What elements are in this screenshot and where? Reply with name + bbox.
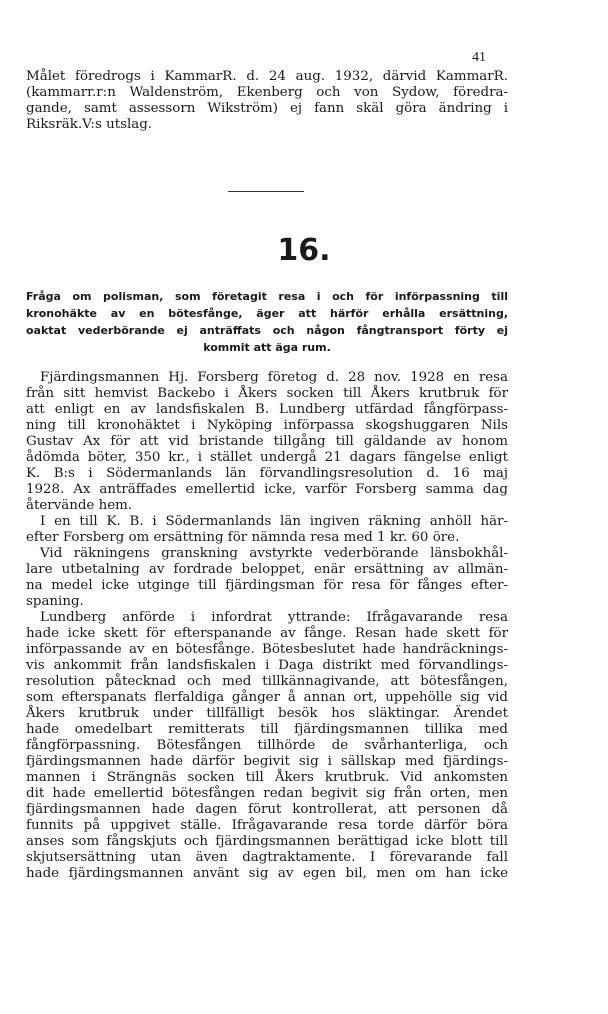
text-line: Åkers krutbruk under tillfälligt besök hos släktingar. Ärendet — [26, 706, 508, 721]
text-line: införpassande av en bötesfånge. Bötesbeslutet hade handräcknings- — [26, 642, 508, 657]
heading-line: kronohäkte av en bötesfånge, äger att härför erhålla ersättning, — [26, 307, 508, 320]
text-line: resolution påtecknad och med tillkännagivande, att bötesfången, — [26, 674, 508, 689]
text-line: (kammarr.r:n Waldenström, Ekenberg och von Sydow, föredra- — [26, 85, 508, 100]
text-line: 1928. Ax anträffades emellertid icke, varför Forsberg samma dag — [26, 482, 508, 497]
section-number: 16. — [277, 233, 331, 268]
heading-line: kommit att äga rum. — [203, 341, 331, 354]
text-line: Gustav Ax för att vid bristande tillgång till gäldande av honom — [26, 434, 508, 449]
text-line: att enligt en av landsfiskalen B. Lundberg utfärdad fångförpass- — [26, 402, 508, 417]
text-line: Riksräk.V:s utslag. — [26, 117, 153, 132]
body-text — [26, 370, 508, 882]
heading-line: oaktat vederbörande ej anträffats och någon fångtransport förty ej — [26, 324, 508, 337]
text-line: efter Forsberg om ersättning för nämnda resa med 1 kr. 60 öre. — [26, 530, 460, 545]
text-line: gande, samt assessorn Wikström) ej fann skäl göra ändring i — [26, 101, 508, 116]
text-line: från sitt hemvist Backebo i Åkers socken till Åkers krutbruk för — [26, 386, 508, 401]
text-line: hade fjärdingsmannen använt sig av egen bil, men om han icke — [26, 866, 508, 881]
text-line: skjutsersättning utan även dagtraktamente. I förevarande fall — [26, 850, 508, 865]
text-line: fjärdingsmannen hade dagen förut kontrollerat, att personen då — [26, 802, 508, 817]
text-line: spaning. — [26, 594, 84, 609]
text-line: Målet föredrogs i KammarR. d. 24 aug. 1932, därvid KammarR. — [26, 69, 508, 84]
text-line: mannen i Strängnäs socken till Åkers krutbruk. Vid ankomsten — [26, 770, 508, 785]
text-line: fångförpassning. Bötesfången tillhörde de svårhanterliga, och — [26, 738, 508, 753]
text-line: na medel icke utginge till fjärdingsman för resa för fånges efter- — [26, 578, 508, 593]
text-line: vis ankommit från landsfiskalen i Daga distrikt med förvandlings- — [26, 658, 508, 673]
case-heading — [26, 288, 508, 356]
text-line: Vid räkningens granskning avstyrkte vederbörande länsbokhål- — [40, 546, 508, 561]
text-line: ådömda böter, 350 kr., i stället undergå 21 dagars fängelse enligt — [26, 450, 508, 465]
page-number: 41 — [472, 50, 486, 65]
heading-line: Fråga om polisman, som företagit resa i och för införpassning till — [26, 290, 508, 303]
section-divider — [228, 191, 304, 192]
text-line: dit hade emellertid bötesfången redan begivit sig från orten, men — [26, 786, 508, 801]
text-line: ning till kronohäktet i Nyköping införpassa skogshuggaren Nils — [26, 418, 508, 433]
text-line: som efterspanats flerfaldiga gånger å annan ort, uppehölle sig vid — [26, 690, 508, 705]
text-line: hade icke skett för efterspanande av fånge. Resan hade skett för — [26, 626, 508, 641]
text-line: K. B:s i Södermanlands län förvandlingsresolution d. 16 maj — [26, 466, 508, 481]
text-line: Fjärdingsmannen Hj. Forsberg företog d. 28 nov. 1928 en resa — [40, 370, 508, 385]
text-line: hade omedelbart remitterats till fjärdingsmannen tillika med — [26, 722, 508, 737]
text-line: anses som fångskjuts och fjärdingsmannen berättigad icke blott till — [26, 834, 508, 849]
text-line: I en till K. B. i Södermanlands län ingiven räkning anhöll här- — [40, 514, 508, 529]
text-line: lare utbetalning av fordrade beloppet, enär ersättning av allmän- — [26, 562, 508, 577]
text-line: Lundberg anförde i infordrat yttrande: Ifrågavarande resa — [40, 610, 508, 625]
text-line: fjärdingsmannen hade därför begivit sig i sällskap med fjärdings- — [26, 754, 508, 769]
intro-paragraph — [26, 69, 508, 133]
text-line: funnits på uppgivet ställe. Ifrågavarande resa torde därför böra — [26, 818, 508, 833]
text-line: återvände hem. — [26, 498, 133, 513]
